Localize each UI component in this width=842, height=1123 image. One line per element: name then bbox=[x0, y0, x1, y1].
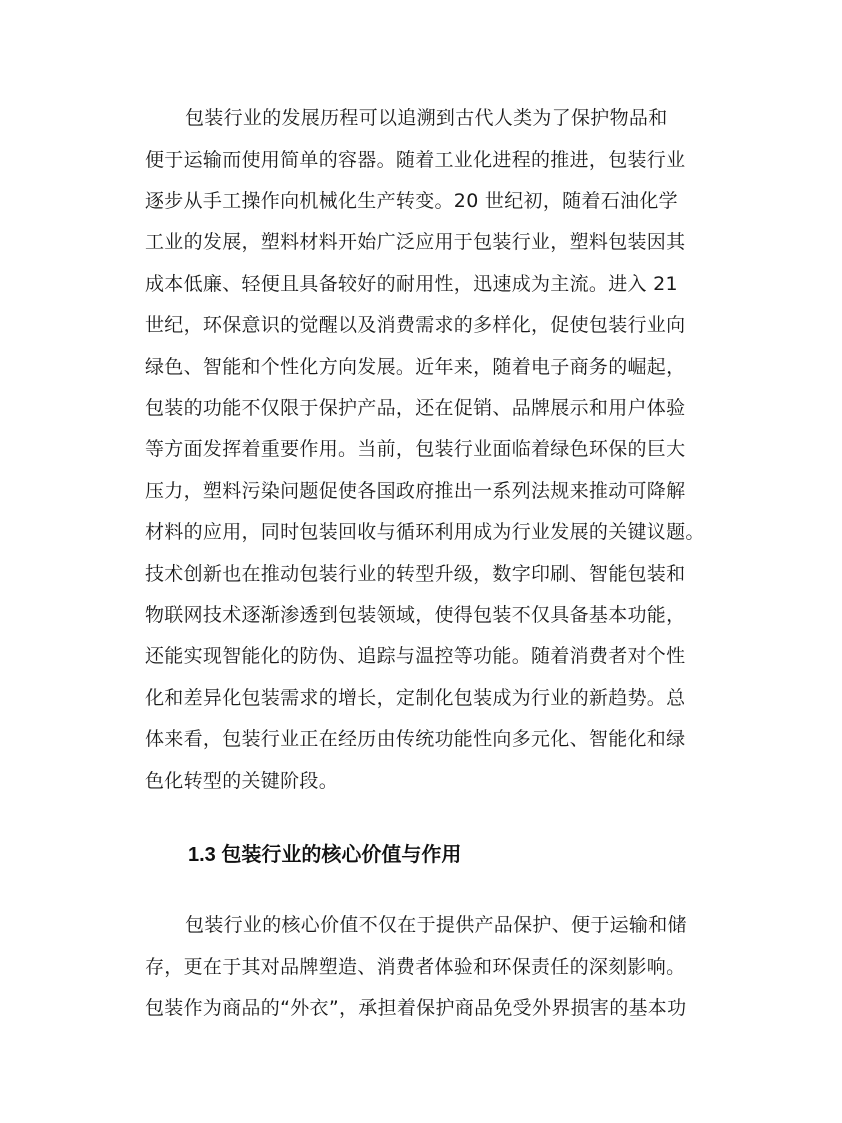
text-line: 体来看，包装行业正在经历由传统功能性向多元化、智能化和绿 bbox=[145, 728, 686, 750]
text-line: 便于运输而使用简单的容器。随着工业化进程的推进，包装行业 bbox=[145, 149, 686, 171]
text-line: 逐步从手工操作向机械化生产转变。20 世纪初，随着石油化学 bbox=[145, 190, 678, 212]
text-line: 包装的功能不仅限于保护产品，还在促销、品牌展示和用户体验 bbox=[145, 397, 686, 419]
text-line: 技术创新也在推动包装行业的转型升级，数字印刷、智能包装和 bbox=[145, 563, 686, 585]
text-line: 等方面发挥着重要作用。当前，包装行业面临着绿色环保的巨大 bbox=[145, 438, 686, 460]
text-line: 成本低廉、轻便且具备较好的耐用性，迅速成为主流。进入 21 bbox=[145, 273, 678, 295]
text-line: 化和差异化包装需求的增长，定制化包装成为行业的新趋势。总 bbox=[145, 687, 686, 709]
text-line: 存，更在于其对品牌塑造、消费者体验和环保责任的深刻影响。 bbox=[145, 956, 686, 978]
text-line: 世纪，环保意识的觉醒以及消费需求的多样化，促使包装行业向 bbox=[145, 314, 686, 336]
text-line: 包装行业的核心价值不仅在于提供产品保护、便于运输和储 bbox=[185, 914, 687, 936]
text-line: 包装行业的发展历程可以追溯到古代人类为了保护物品和 bbox=[185, 107, 668, 129]
text-line: 包装作为商品的“外衣”，承担着保护商品免受外界损害的基本功 bbox=[145, 997, 687, 1019]
text-line: 色化转型的关键阶段。 bbox=[145, 770, 339, 792]
text-line: 工业的发展，塑料材料开始广泛应用于包装行业，塑料包装因其 bbox=[145, 231, 686, 253]
text-line: 绿色、智能和个性化方向发展。近年来，随着电子商务的崛起， bbox=[145, 356, 686, 378]
section-heading: 1.3 包装行业的核心价值与作用 bbox=[188, 844, 462, 866]
text-line: 物联网技术逐渐渗透到包装领域，使得包装不仅具备基本功能， bbox=[145, 604, 686, 626]
text-line: 材料的应用，同时包装回收与循环利用成为行业发展的关键议题。 bbox=[145, 521, 705, 543]
text-line: 压力，塑料污染问题促使各国政府推出一系列法规来推动可降解 bbox=[145, 480, 686, 502]
text-line: 还能实现智能化的防伪、追踪与温控等功能。随着消费者对个性 bbox=[145, 645, 686, 667]
